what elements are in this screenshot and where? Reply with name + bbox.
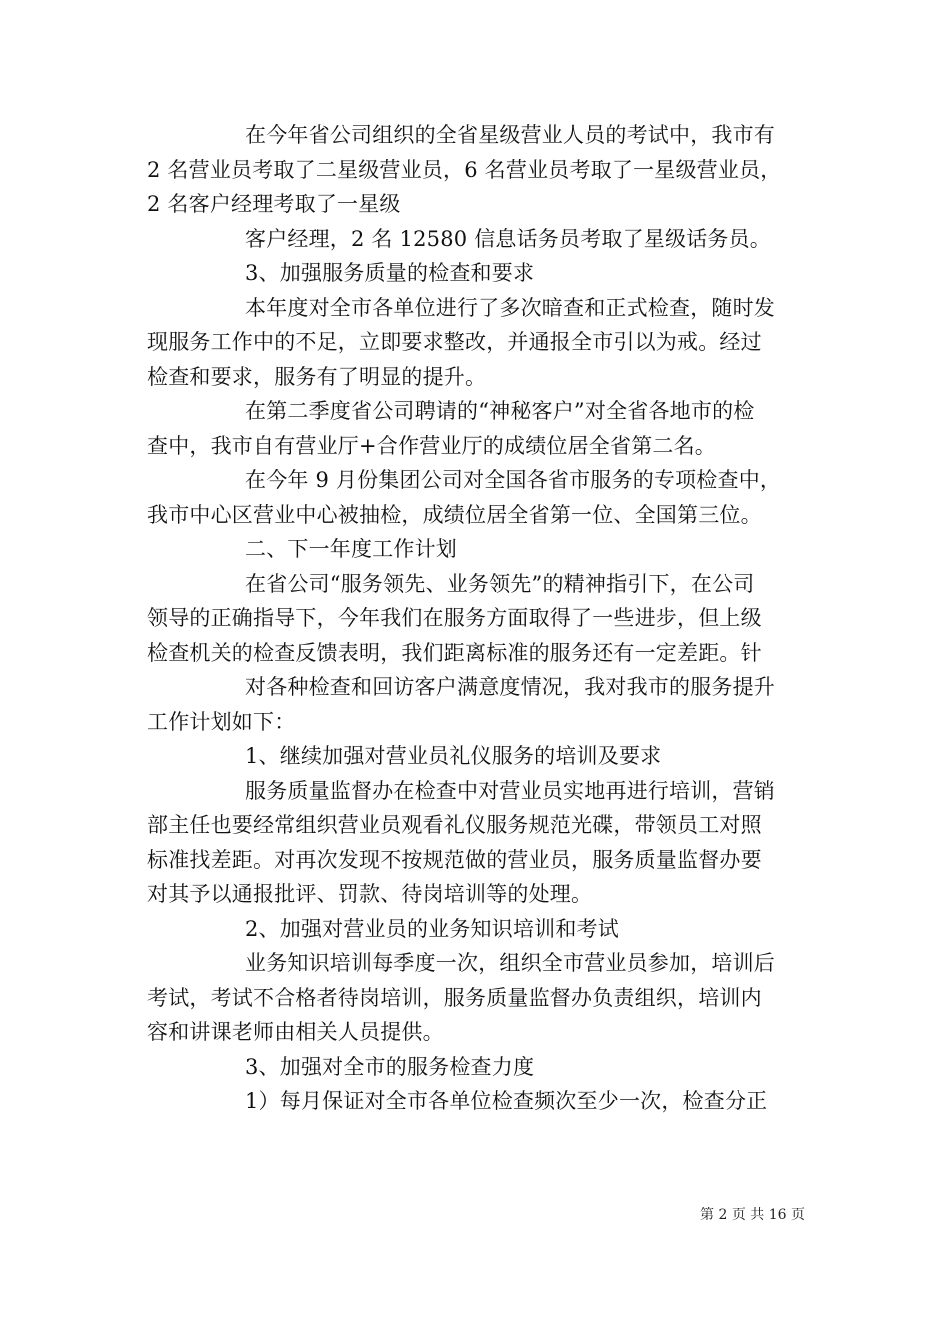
text-line: 3、加强对全市的服务检查力度 [245, 1054, 535, 1079]
text-line: 对各种检查和回访客户满意度情况，我对我市的服务提升 [245, 675, 775, 699]
text-line: 二、下一年度工作计划 [245, 537, 457, 561]
text-line: 2 名客户经理考取了一星级 [147, 192, 401, 216]
text-line: 我市中心区营业中心被抽检，成绩位居全省第一位、全国第三位。 [147, 502, 762, 527]
text-line: 业务知识培训每季度一次，组织全市营业员参加，培训后 [245, 951, 775, 975]
text-line: 领导的正确指导下，今年我们在服务方面取得了一些进步，但上级 [147, 606, 762, 630]
text-line: 部主任也要经常组织营业员观看礼仪服务规范光碟，带领员工对照 [147, 813, 762, 837]
document-body [147, 118, 812, 1119]
text-line: 检查和要求，服务有了明显的提升。 [147, 364, 487, 389]
text-line: 容和讲课老师由相关人员提供。 [147, 1020, 444, 1044]
text-line: 工作计划如下： [147, 709, 296, 734]
text-line: 在今年 9 月份集团公司对全国各省市服务的专项检查中， [245, 468, 782, 492]
text-line: 在第二季度省公司聘请的“神秘客户”对全省各地市的检 [245, 399, 755, 423]
text-line: 1、继续加强对营业员礼仪服务的培训及要求 [245, 744, 662, 768]
text-line: 服务质量监督办在检查中对营业员实地再进行培训，营销 [245, 778, 775, 803]
text-line: 标准找差距。对再次发现不按规范做的营业员，服务质量监督办要 [147, 847, 762, 872]
text-line: 在今年省公司组织的全省星级营业人员的考试中，我市有 [245, 123, 775, 147]
text-line: 本年度对全市各单位进行了多次暗查和正式检查，随时发 [245, 295, 775, 320]
text-line: 2 名营业员考取了二星级营业员，6 名营业员考取了一星级营业员， [147, 157, 782, 182]
text-line: 考试，考试不合格者待岗培训，服务质量监督办负责组织，培训内 [147, 985, 762, 1010]
text-line: 在省公司“服务领先、业务领先”的精神指引下，在公司 [245, 571, 755, 596]
text-line: 对其予以通报批评、罚款、待岗培训等的处理。 [147, 882, 593, 906]
text-line: 查中，我市自有营业厅+合作营业厅的成绩位居全省第二名。 [147, 433, 716, 458]
text-line: 现服务工作中的不足，立即要求整改，并通报全市引以为戒。经过 [147, 330, 762, 354]
text-line: 检查机关的检查反馈表明，我们距离标准的服务还有一定差距。针 [147, 640, 762, 665]
text-line: 1）每月保证对全市各单位检查频次至少一次，检查分正 [245, 1089, 768, 1113]
text-line: 客户经理，2 名 12580 信息话务员考取了星级话务员。 [245, 226, 771, 251]
page-number-footer: 第 2 页 共 16 页 [700, 1207, 805, 1223]
text-line: 2、加强对营业员的业务知识培训和考试 [245, 916, 619, 941]
text-line: 3、加强服务质量的检查和要求 [245, 261, 535, 285]
